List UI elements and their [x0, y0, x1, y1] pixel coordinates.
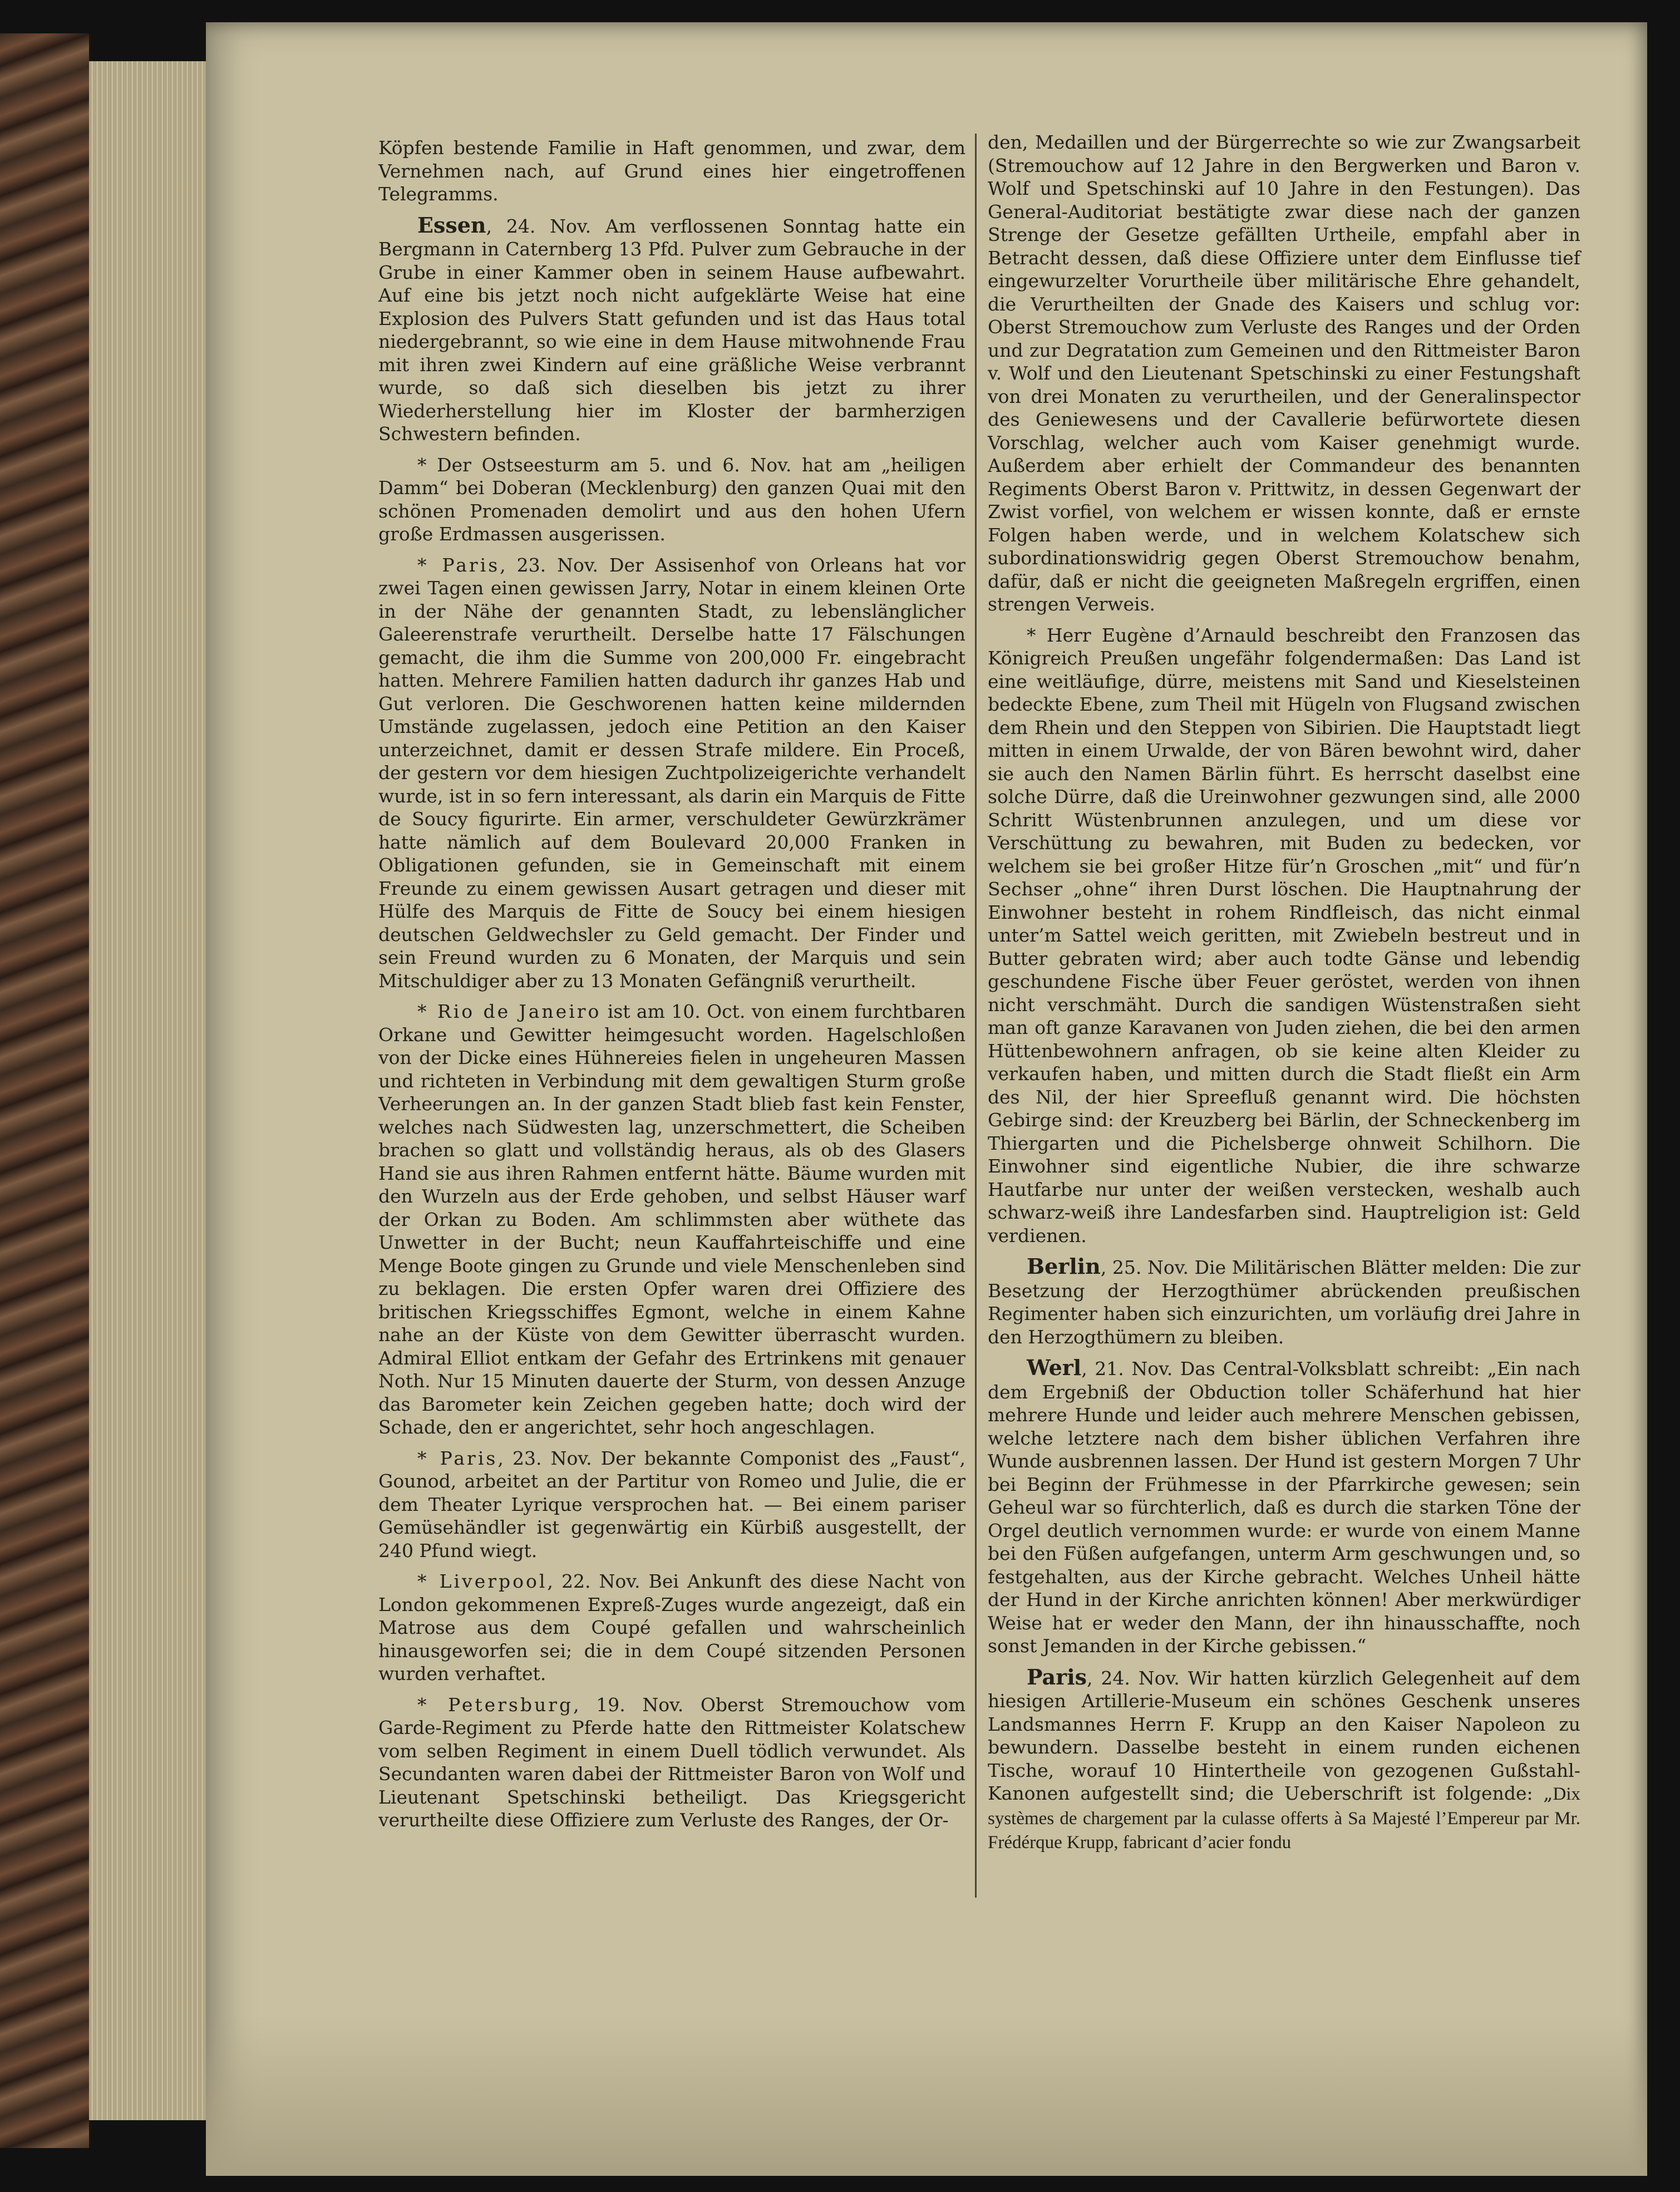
dateline-place: Paris — [1027, 1664, 1087, 1689]
article-text: , 23. Nov. Der Assisenhof von Orleans hat vor zwei Tagen einen gewissen Jarry, Notar in einem kleinen Orte in der Nähe der genannten Stadt, zu lebenslänglicher Galeerenstrafe verurtheilt. Derselbe hatte 17 Fälschungen gemacht, die ihm die Summe von 200,000 Fr. eingebracht hatten. Mehrere Familien hatten dadurch ihr ganzes Hab und Gut verloren. Die Geschworenen hatten keine mildernden Umstände zugelassen, jedoch eine Petition an den Kaiser unterzeichnet, damit er dessen Strafe mildere. Ein Proceß, der gestern vor dem hiesigen Zuchtpolizeigerichte verhandelt wurde, ist in so fern interessant, als darin ein Marquis de Fitte de Soucy figurirte. Ein armer, verschuldeter Gewürzkrämer hatte nämlich auf dem Boulevard 20,000 Franken in Obligationen gefunden, sie in Gemeinschaft mit einem Freunde zu einem gewissen Ausart getragen und dieser mit Hülfe des Marquis de Fitte de Soucy bei einem hiesigen deutschen Geldwechsler zu Geld gemacht. Der Finder und sein Freund wurden zu 6 Monaten, der Marquis und sein Mitschuldiger aber zu 13 Monaten Gefängniß verurtheilt. — [378, 554, 965, 992]
dateline-place: * Petersburg — [417, 1693, 574, 1716]
article-petersburg — [378, 1693, 965, 1832]
dateline-place: Werl — [1027, 1355, 1082, 1380]
article-text: , 23. Nov. Der bekannte Componist des „Faust“, Gounod, arbeitet an der Partitur von Romeo und Julie, die er dem Theater Lyrique versprochen hat. — Bei einem pariser Gemüsehändler ist gegenwärtig ein Kürbiß ausgestellt, der 240 Pfund wiegt. — [378, 1447, 965, 1562]
article-text: , 24. Nov. Am verflossenen Sonntag hatte ein Bergmann in Caternberg 13 Pfd. Pulver zum Gebrauche in der Grube in einer Kammer oben in seinem Hause aufbewahrt. Auf eine bis jetzt noch nicht aufgeklärte Weise hat eine Explosion des Pulvers Statt gefunden und ist das Haus total niedergebrannt, so wie eine in dem Hause mitwohnende Frau mit ihren zwei Kindern auf eine gräßliche Weise verbrannt wurde, so daß sich dieselben bis jetzt zu ihrer Wiederherstellung hier im Kloster der barmherzigen Schwestern befinden. — [378, 215, 965, 445]
article-rio — [378, 1000, 965, 1439]
page-edges — [89, 61, 217, 2120]
dateline-place: * Paris — [417, 554, 500, 576]
page-shadow — [206, 2014, 1647, 2176]
article-text: , 25. Nov. Die Militärischen Blätter melden: Die zur Besetzung der Herzogthümer abrückenden preußischen Regimenter haben sich einzurichten, um vorläufig drei Jahre in den Herzogthümern zu bleiben. — [988, 1257, 1580, 1348]
article-paris-1 — [378, 554, 965, 993]
article-petersburg-cont: den, Medaillen und der Bürgerrechte so wie zur Zwangsarbeit (Stremouchow auf 12 Jahre in den Bergwerken und Baron v. Wolf und Spetschinski auf 10 Jahre in den Festungen). Das General-Auditoriat bestätigte zwar diese nach der ganzen Strenge der Gesetze gefällten Urtheile, empfahl aber in Betracht dessen, daß diese Offiziere unter dem Einflusse tief eingewurzelter Vorurtheile über militärische Ehre gehandelt, die Verurtheilten der Gnade des Kaisers und schlug vor: Oberst Stremouchow zum Verluste des Ranges und der Orden und zur Degratation zum Gemeinen und den Rittmeister Baron v. Wolf und den Lieutenant Spetschinski zu einer Festungshaft von drei Monaten zu verurtheilen, und der Generalinspector des Geniewesens und der Cavallerie befürwortete diesen Vorschlag, welcher auch vom Kaiser genehmigt wurde. Außerdem aber erhielt der Commandeur des benannten Regiments Oberst Baron v. Prittwitz, in dessen Gegenwart der Zwist vorfiel, von welchem er wissen konnte, daß er ernste Folgen haben werde, und in welchem Kolatschew sich subordinationswidrig gegen Oberst Stremouchow benahm, dafür, daß er nicht die geeigneten Maßregeln ergriffen, einen strengen Verweis. — [988, 131, 1580, 615]
right-column — [988, 131, 1580, 1863]
article-text: , 21. Nov. Das Central-Volksblatt schreibt: „Ein nach dem Ergebniß der Obduction toller Schäferhund hat hier mehrere Hunde und leider auch mehrere Menschen gebissen, welche letztere nach dem bisher üblichen Verfahren ihre Wunde ausbrennen lassen. Der Hund ist gestern Morgen 7 Uhr bei Beginn der Frühmesse in der Pfarrkirche gewesen; sein Geheul war so fürchterlich, daß es durch die starken Töne der Orgel deutlich vernommen wurde: er wurde von einem Manne bei den Füßen aufgefangen, unterm Arm geschwungen und, so festgehalten, aus der Kirche gebracht. Welches Unheil hätte der Hund in der Kirche anrichten können! Aber merkwürdiger Weise hat er weder den Mann, der ihn hinausschaffte, noch sonst Jemanden in der Kirche gebissen.“ — [988, 1358, 1580, 1657]
dateline-place: Berlin — [1027, 1254, 1101, 1279]
article-paris-2 — [378, 1447, 965, 1563]
article-liverpool — [378, 1570, 965, 1686]
dateline-place: * Paris — [417, 1447, 498, 1469]
dateline-place: * Rio de Janeiro — [417, 1001, 602, 1022]
article-ostseesturm: * Der Ostseesturm am 5. und 6. Nov. hat am „heiligen Damm“ bei Doberan (Mecklenburg) den ganzen Quai mit den schönen Promenaden demolirt und aus den hohen Ufern große Erdmassen ausgerissen. — [378, 454, 965, 545]
dateline-place: Essen — [417, 212, 486, 238]
article-preussen: * Herr Eugène d’Arnauld beschreibt den Franzosen das Königreich Preußen ungefähr folgendermaßen: Das Land ist eine weitläufige, dürre, meistens mit Sand und Kieselsteinen bedeckte Ebene, zum Theil mit Hügeln von Flugsand zwischen dem Rhein und den Steppen von Sibirien. Die Hauptstadt liegt mitten in einem Urwalde, der von Bären bewohnt wird, daher sie auch den Namen Bärlin führt. Es herrscht daselbst eine solche Dürre, daß die Ureinwohner gezwungen sind, alle 2000 Schritt Wüstenbrunnen anzulegen, und um diese vor Verschüttung zu bewahren, mit Buden zu bedecken, vor welchem sie bei großer Hitze für’n Groschen „mit“ und für’n Sechser „ohne“ ihren Durst löschen. Die Hauptnahrung der Einwohner besteht in rohem Rindfleisch, das nicht einmal unter’m Sattel weich geritten, mit Zwiebeln bestreut und in Butter gebraten wird; aber auch todte Gänse und lebendig geschundene Fische über Feuer geröstet, werden von ihnen nicht verschmäht. Durch die sandigen Wüstenstraßen sieht man oft ganze Karavanen von Juden ziehen, die bei den armen Hüttenbewohnern anfragen, ob sie keine alten Kleider zu verkaufen haben, und mitten durch die Stadt fließt ein Arm des Nil, der hier Spreefluß genannt wird. Die höchsten Gebirge sind: der Kreuzberg bei Bärlin, der Schneckenberg im Thiergarten und die Pichelsberge ohnweit Schilhorn. Die Einwohner sind eigentliche Nubier, die ihre schwarze Hautfarbe nur unter der weißen verstecken, weshalb auch schwarz-weiß ihre Landesfarben sind. Hauptreligion ist: Geld verdienen. — [988, 624, 1580, 1247]
article-text: , 19. Nov. Oberst Stremouchow vom Garde-Regiment zu Pferde hatte den Rittmeister Kolatschew vom selben Regiment in einem Duell tödlich verwundet. Als Secundanten waren dabei der Rittmeister Baron von Wolf und Lieutenant Spetschinski betheiligt. Das Kriegsgericht verurtheilte diese Offiziere zum Verluste des Ranges, der Or- — [378, 1693, 965, 1831]
article-text: Köpfen bestende Familie in Haft genommen, und zwar, dem Vernehmen nach, auf Grund eines hier eingetroffenen Telegramms. — [378, 137, 965, 205]
article-berlin — [988, 1255, 1580, 1348]
book-binding — [0, 33, 91, 2148]
article-text: ist am 10. Oct. von einem furchtbaren Orkane und Gewitter heimgesucht worden. Hagelschloßen von der Dicke eines Hühnereies fielen in ungeheuren Massen und richteten in Verbindung mit dem gewaltigen Sturm große Verheerungen an. In der ganzen Stadt blieb fast kein Fenster, welches nach Südwesten lag, unzerschmettert, die Scheiben brachen so glatt und vollständig heraus, als ob des Glasers Hand sie aus ihren Rahmen entfernt hätte. Bäume wurden mit den Wurzeln aus der Erde gehoben, und selbst Häuser warf der Orkan zu Boden. Am schlimmsten aber wüthete das Unwetter in der Bucht; neun Kauffahrteischiffe und eine Menge Boote gingen zu Grunde und viele Menschenleben sind zu beklagen. Die ersten Opfer waren drei Offiziere des britischen Kriegsschiffes Egmont, welche in einem Kahne nahe an der Küste von dem Gewitter überrascht wurden. Admiral Elliot entkam der Gefahr des Ertrinkens mit genauer Noth. Nur 15 Minuten dauerte der Sturm, von dessen Anzuge das Barometer kein Zeichen gegeben hatte; doch wird der Schade, den er angerichtet, sehr hoch angeschlagen. — [378, 1001, 965, 1438]
article-essen — [378, 214, 965, 446]
article-werl — [988, 1356, 1580, 1658]
dateline-place: * Liverpool — [417, 1570, 548, 1592]
article-paris-3 — [988, 1666, 1580, 1855]
left-column — [378, 136, 965, 1840]
article-text: , 22. Nov. Bei Ankunft des diese Nacht von London gekommenen Expreß-Zuges wurde angezeigt, daß ein Matrose aus dem Coupé gefallen und wahrscheinlich hinausgeworfen sei; die in dem Coupé sitzenden Personen wurden verhaftet. — [378, 1570, 965, 1684]
article-text: , 24. Nov. Wir hatten kürzlich Gelegenheit auf dem hiesigen Artillerie-Museum ein schönes Geschenk unseres Landsmannes Herrn F. Krupp an den Kaiser Napoleon zu bewundern. Dasselbe besteht in einem runden eichenen Tische, worauf 10 Hintertheile von gezogenen Gußstahl-Kanonen aufgestellt sind; die Ueberschrift ist folgende: „ — [988, 1667, 1580, 1804]
french-inscription: Dix systèmes de chargement par la culasse offerts à Sa Majesté l’Empereur par Mr. Frédérque Krupp, fabricant d’acier fondu — [988, 1784, 1580, 1853]
column-divider — [975, 134, 977, 1898]
